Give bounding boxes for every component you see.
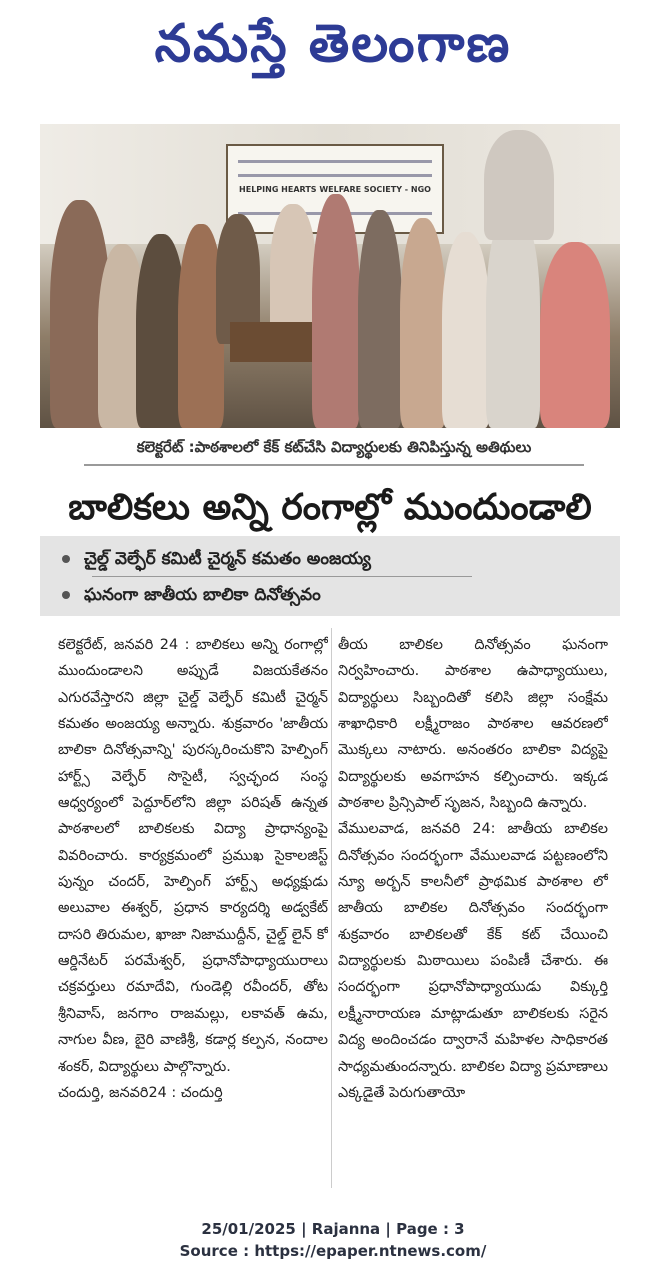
article-paragraph: వేములవాడ, జనవరి 24: జాతీయ బాలికల దినోత్సవం సందర్భంగా వేములవాడ పట్టణంలోని న్యూ అర్బన్ కాలనీలో ప్రాథమిక పాఠశాల లో జాతీయ బాలికల దినోత్సవం సందర్భంగా శుక్రవారం బాలికలతో కేక్ కట్ చేయించి విద్యార్థులకు మిఠాయిలు పంపిణీ చేశారు. ఈ సందర్భంగా ప్రధానోపాధ్యాయుడు విక్కుర్తి లక్ష్మీనారాయణ మాట్లాడుతూ బాలికలకు సరైన విద్య అందించడం ద్వారానే మహిళల సాధికారత సాధ్యమతుందన్నారు. బాలికల విద్యా ప్రమాణాలు ఎక్కడైతే పెరుగుతాయో [338, 821, 608, 1101]
footer [0, 1218, 666, 1262]
article-column-right [338, 632, 608, 1192]
subhead-rule [92, 576, 472, 577]
bullet-icon [62, 591, 70, 599]
news-photo [40, 124, 620, 428]
banner-text: HELPING HEARTS WELFARE SOCIETY - NGO [239, 185, 431, 194]
article-paragraph: కలెక్టరేట్, జనవరి 24 : బాలికలు అన్ని రంగాల్లో ముందుండాలని అప్పుడే విజయకేతనం ఎగురవేస్తారని జిల్లా చైల్డ్ వెల్ఫేర్ కమిటీ చైర్మన్ కమతం అంజయ్య అన్నారు. శుక్రవారం 'జాతీయ బాలికా దినోత్సవాన్ని' పురస్కరించుకొని హెల్పింగ్ హార్ట్స్ వెల్ఫేర్ సొసైటీ, స్వచ్ఛంద సంస్థ ఆధ్వర్యంలో పెద్దూర్‌లోని జిల్లా పరిషత్ ఉన్నత పాఠశాలలో బాలికలకు విద్యా ప్రాధాన్యంపై వివరించారు. కార్యక్రమంలో ప్రముఖ సైకాలజిస్ట్ పున్నం చందర్, హెల్పింగ్ హార్ట్స్ అధ్యక్షుడు అలువాల ఈశ్వర్, ప్రధాన కార్యదర్శి అడ్వకేట్ దాసరి తిరుమల, ఖాజా నిజాముద్దీన్, చైల్డ్ లైన్ కో ఆర్డినేటర్ పరమేశ్వర్, ప్రధానోపాధ్యాయురాలు చక్రవర్తులు రమాదేవి, గుండెల్లి రవీందర్, తోట శ్రీనివాస్, జనగాం రాజమల్లు, లకావత్ ఉమ, నాగుల వీణ, బైరి వాణిశ్రీ, కడార్ల కల్పన, నందాల శంకర్, విద్యార్థులు పాల్గొన్నారు. [58, 637, 328, 1075]
footer-source: Source : https://epaper.ntnews.com/ [179, 1242, 487, 1260]
column-divider [331, 628, 332, 1188]
subhead-item [62, 542, 602, 576]
caption-rule [84, 464, 584, 466]
subhead-text: ఘనంగా జాతీయ బాలికా దినోత్సవం [84, 585, 321, 605]
bullet-icon [62, 555, 70, 563]
subhead-item [62, 578, 602, 612]
photo-caption: కలెక్టరేట్ :పాఠశాలలో కేక్ కట్‌చేసి విద్యార్థులకు తినిపిస్తున్న అతిథులు [136, 438, 532, 456]
footer-date-edition: 25/01/2025 | Rajanna | Page : 3 [201, 1220, 465, 1238]
masthead [0, 6, 666, 86]
article-paragraph-next: చందుర్తి, జనవరి24 : చందుర్తి [58, 1084, 223, 1101]
newspaper-title: నమస్తే తెలంగాణ [154, 14, 512, 74]
subhead-text: చైల్డ్ వెల్ఫేర్ కమిటీ చైర్మన్ కమతం అంజయ్య [84, 549, 371, 569]
article-paragraph: తీయ బాలికల దినోత్సవం ఘనంగా నిర్వహించారు. పాఠశాల ఉపాధ్యాయులు, విద్యార్థులు సిబ్బందితో కలిసి జిల్లా సంక్షేమ శాఖాధికారి లక్ష్మీరాజం పాఠశాల ఆవరణలో మొక్కలు నాటారు. అనంతరం బాలికా విద్యపై విద్యార్థులకు అవగాహన కల్పించారు. ఇక్కడ పాఠశాల ప్రిన్సిపాల్ సృజన, సిబ్బంది ఉన్నారు. [338, 637, 608, 812]
subheadlines [40, 536, 620, 616]
article-column-left [58, 632, 328, 1192]
headline: బాలికలు అన్ని రంగాల్లో ముందుండాలి [68, 487, 592, 528]
